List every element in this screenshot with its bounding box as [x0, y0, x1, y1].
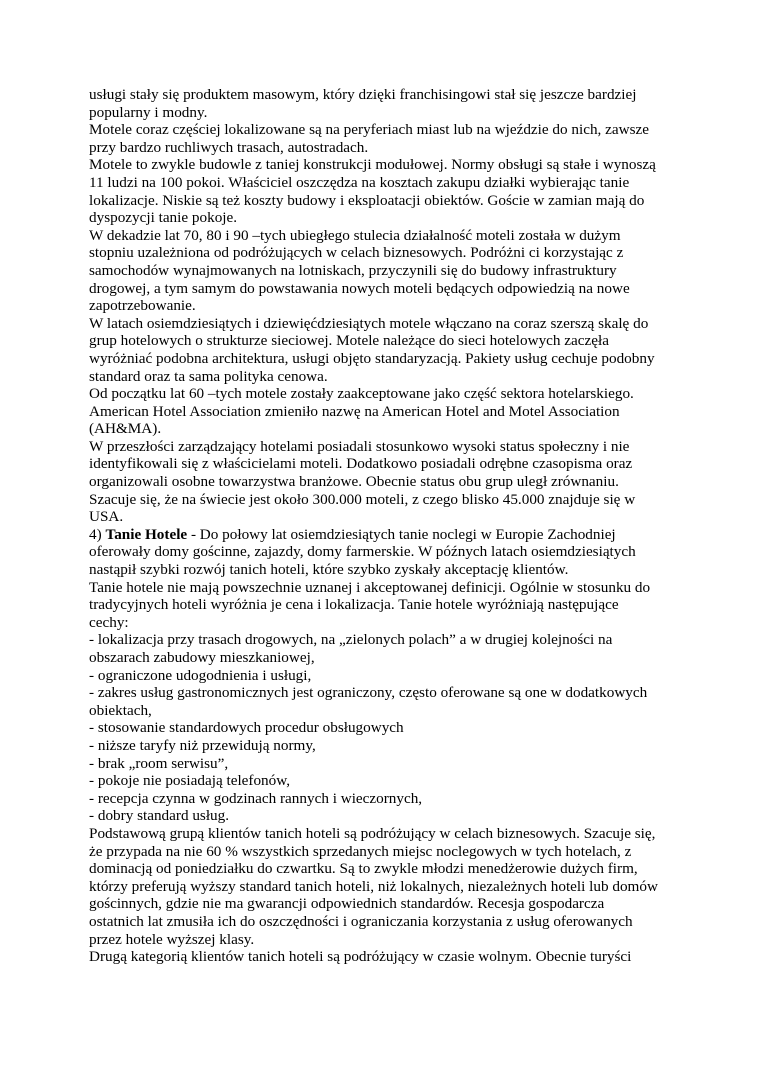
paragraph [89, 772, 679, 790]
text-line: - stosowanie standardowych procedur obsługowych [89, 719, 404, 737]
text-line: wyróżniać podobna architektura, usługi objęto standaryzacją. Pakiety usług cechuje podobny [89, 349, 655, 367]
paragraph [89, 438, 679, 526]
paragraph [89, 631, 679, 666]
text-line: USA. [89, 508, 124, 526]
text-line: standard oraz ta sama polityka cenowa. [89, 367, 328, 385]
text-line: Motele coraz częściej lokalizowane są na peryferiach miast lub na wjeździe do nich, zawsze [89, 121, 649, 139]
text-line: ostatnich lat zmusiła ich do oszczędności i ograniczania korzystania z usług oferowanych [89, 912, 633, 930]
section-first-line-text: - Do połowy lat osiemdziesiątych tanie noclegi w Europie Zachodniej [187, 525, 616, 543]
text-line: W przeszłości zarządzający hotelami posiadali stosunkowo wysoki status społeczny i nie [89, 437, 630, 455]
text-line: obszarach zabudowy mieszkaniowej, [89, 649, 315, 666]
text-line: którzy preferują wyższy standard tanich hoteli, niż lokalnych, niezależnych hoteli lub domów [89, 877, 658, 895]
text-line: identyfikowali się z właścicielami moteli. Dodatkowo posiadali odrębne czasopisma oraz [89, 455, 633, 473]
text-line: przy bardzo ruchliwych trasach, autostradach. [89, 138, 369, 156]
text-line: - pokoje nie posiadają telefonów, [89, 772, 291, 790]
text-line: oferowały domy gościnne, zajazdy, domy farmerskie. W późnych latach osiemdziesiątych [89, 543, 636, 561]
paragraph [89, 948, 679, 966]
text-line: (AH&MA). [89, 420, 162, 438]
text-line: Szacuje się, że na świecie jest około 300.000 moteli, z czego blisko 45.000 znajduje się w [89, 490, 636, 508]
text-line: 11 ludzi na 100 pokoi. Właściciel oszczędza na kosztach zakupu działki wybierając tanie [89, 173, 630, 191]
document-page [89, 86, 679, 966]
paragraph [89, 790, 679, 808]
text-line: Podstawową grupą klientów tanich hoteli są podróżujący w celach biznesowych. Szacuje się, [89, 824, 656, 842]
paragraph [89, 755, 679, 773]
section-number: 4) [89, 525, 106, 543]
text-line: - recepcja czynna w godzinach rannych i wieczornych, [89, 789, 423, 807]
text-line: Motele to zwykle budowle z taniej konstrukcji modułowej. Normy obsługi są stałe i wynoszą [89, 156, 656, 174]
text-line: - zakres usług gastronomicznych jest ograniczony, często oferowane są one w dodatkowych [89, 684, 648, 702]
text-line: że przypada na nie 60 % wszystkich sprzedanych miejsc noclegowych w tych hotelach, z [89, 842, 632, 860]
paragraph [89, 156, 679, 226]
text-line: przez hotele wyższej klasy. [89, 930, 255, 948]
text-line: popularny i modny. [89, 103, 208, 121]
paragraph [89, 684, 679, 719]
text-line: gościnnych, gdzie nie ma gwarancji odpowiednich standardów. Recesja gospodarcza [89, 895, 605, 913]
text-line: usługi stały się produktem masowym, który dzięki franchisingowi stał się jeszcze bardziej [89, 86, 637, 103]
text-line: lokalizacje. Niskie są też koszty budowy i eksploatacji obiektów. Goście w zamian mają do [89, 191, 645, 209]
text-line: drogowej, a tym samym do powstawania nowych moteli będących odpowiedzią na nowe [89, 279, 630, 297]
paragraph [89, 86, 679, 121]
text-line: Od początku lat 60 –tych motele zostały zaakceptowane jako część sektora hotelarskiego. [89, 385, 634, 403]
text-line: - ograniczone udogodnienia i usługi, [89, 666, 312, 684]
paragraph [89, 579, 679, 632]
paragraph [89, 667, 679, 685]
text-line: - dobry standard usług. [89, 807, 230, 825]
text-line: - lokalizacja przy trasach drogowych, na „zielonych polach” a w drugiej kolejności na [89, 631, 613, 649]
text-line: cechy: [89, 613, 129, 631]
paragraph [89, 227, 679, 315]
text-line: W latach osiemdziesiątych i dziewięćdziesiątych motele włączano na coraz szerszą skalę do [89, 314, 649, 332]
text-line: - brak „room serwisu”, [89, 754, 229, 772]
text-line: - niższe taryfy niż przewidują normy, [89, 736, 316, 754]
body-text-part-1 [89, 86, 679, 526]
text-line: dyspozycji tanie pokoje. [89, 209, 238, 227]
body-text-part-2 [89, 579, 679, 966]
paragraph [89, 385, 679, 438]
text-line: American Hotel Association zmieniło nazwę na American Hotel and Motel Association [89, 402, 620, 420]
text-line: stopniu uzależniona od podróżujących w celach biznesowych. Podróżni ci korzystając z [89, 244, 624, 262]
text-line: zapotrzebowanie. [89, 297, 196, 315]
paragraph [89, 121, 679, 156]
text-line: obiektach, [89, 701, 152, 719]
text-line: Tanie hotele nie mają powszechnie uznanej i akceptowanej definicji. Ogólnie w stosunku do [89, 578, 651, 596]
section-first-line [89, 526, 679, 544]
paragraph [89, 737, 679, 755]
text-line: tradycyjnych hoteli wyróżnia je cena i lokalizacja. Tanie hotele wyróżniają następujące [89, 596, 619, 614]
text-line: nastąpił szybki rozwój tanich hoteli, które szybko zyskały akceptację klientów. [89, 561, 569, 579]
section-heading-paragraph [89, 526, 679, 579]
text-line: W dekadzie lat 70, 80 i 90 –tych ubiegłego stulecia działalność moteli została w dużym [89, 226, 621, 244]
paragraph [89, 825, 679, 948]
text-line: dominacją od poniedziałku do czwartku. Są to zwykle młodzi menedżerowie dużych firm, [89, 860, 638, 878]
text-line: Drugą kategorią klientów tanich hoteli są podróżujący w czasie wolnym. Obecnie turyści [89, 948, 632, 966]
text-line: samochodów wynajmowanych na lotniskach, przyczynili się do budowy infrastruktury [89, 261, 617, 279]
text-line: grup hotelowych o strukturze sieciowej. Motele należące do sieci hotelowych zaczęła [89, 332, 609, 350]
paragraph [89, 719, 679, 737]
text-line: organizowali osobne towarzystwa branżowe. Obecnie status obu grup uległ zrównaniu. [89, 473, 619, 491]
section-title: Tanie Hotele [105, 525, 188, 543]
paragraph [89, 807, 679, 825]
paragraph [89, 315, 679, 385]
